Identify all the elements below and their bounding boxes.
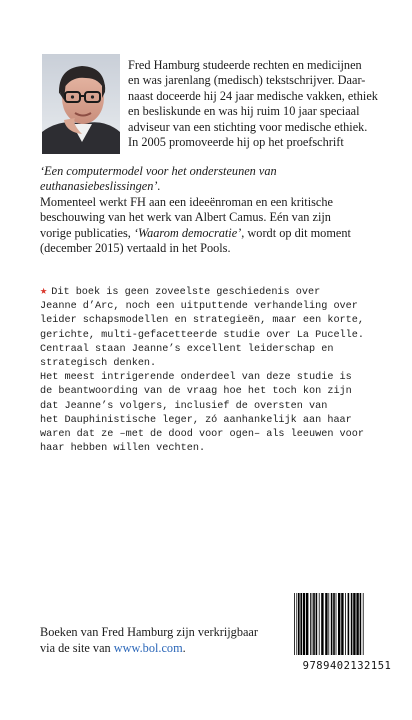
author-bio-continued [40,164,400,256]
bio-text: vorige publicaties, [40,225,134,240]
author-bio [128,58,393,150]
bio-line: Fred Hamburg studeerde rechten en medicijnen [128,58,362,72]
barcode-bars [288,591,406,659]
barcode-bar [325,593,327,655]
barcode-bar [319,593,320,655]
blurb-line: gerichte, multi-gefacetteerde studie over La Pucelle. [40,329,365,341]
bio-line: beschouwing van het werk van Albert Camus. Eén van zijn [40,210,331,225]
barcode-bar [321,593,323,655]
barcode-bar [313,593,315,655]
bio-line: Momenteel werkt FH aan een ideeënroman en een kritische [40,194,333,209]
star-icon: ★ [40,284,48,298]
barcode-bar [348,593,350,655]
blurb-line: Het meest intrigerende onderdeel van deze studie is [40,372,352,384]
barcode-bar [363,593,364,655]
bio-line: adviseur van een stichting voor medische ethiek. [128,119,368,134]
blurb-line: Jeanne d’Arc, noch een uitputtende verhandeling over [40,301,358,313]
barcode-bar [336,593,337,655]
barcode-bar [294,593,295,655]
blurb-line: het Dauphinistische leger, zó aanhankelijk aan haar [40,414,352,426]
bio-text: , wordt op dit moment [241,225,351,240]
barcode-bar [296,593,297,655]
footer-line: Boeken van Fred Hamburg zijn verkrijgbaar [40,625,258,639]
availability-note [40,625,280,656]
blurb-text: Dit boek is geen zoveelste geschiedenis over [51,287,321,298]
bio-line: en was jarenlang (medisch) tekstschrijver. Daar- [128,73,366,88]
blurb-line [40,284,400,300]
footer-line [40,641,280,657]
book-blurb [40,284,400,456]
barcode-bar [351,593,353,655]
barcode-bar [331,593,333,655]
barcode-bar [341,593,343,655]
bio-line: naast doceerde hij 24 jaar medische vakken, ethiek [128,88,378,103]
barcode-bar [303,593,305,655]
blurb-line: waren dat ze –met de dood voor ogen– als leeuwen voor [40,429,365,441]
barcode-bar [312,593,313,655]
blurb-line: haar hebben willen vechten. [40,443,206,455]
blurb-line: leider schapsmodellen en strategieën, maar een korte, [40,315,365,327]
barcode-bar [360,593,362,655]
barcode-bar [328,593,329,655]
barcode-bar [310,593,311,655]
blurb-line: de beantwoording van de vraag hoe het toch kon zijn [40,386,352,398]
bio-line [40,226,400,241]
footer-text: . [182,640,186,655]
isbn-number: 9789402132151 [302,660,392,672]
thesis-title: ‘Een computermodel voor het ondersteunen van euthanasiebeslissingen’. [40,164,277,194]
barcode-bar [300,593,302,655]
publication-title: ‘Waarom democratie’ [133,225,242,240]
bio-line: In 2005 promoveerde hij op het proefschrift [128,135,344,150]
barcode-bar [356,593,358,655]
barcode-bar [353,593,355,655]
barcode-bar [345,593,346,655]
barcode-bar [338,593,340,655]
bol-link[interactable]: www.bol.com [113,640,183,655]
blurb-line: strategisch denken. [40,358,157,370]
blurb-line: Centraal staan Jeanne’s excellent leiderschap en [40,343,334,355]
barcode-bar [298,593,300,655]
barcode-bar [316,593,318,655]
barcode-bar [306,593,308,655]
barcode-bar [333,593,335,655]
bio-line: en besliskunde en was hij ruim 10 jaar speciaal [128,104,360,119]
footer-text: via de site van [40,640,114,655]
author-portrait-image [42,54,120,154]
author-photo [42,54,120,154]
bio-line: (december 2015) vertaald in het Pools. [40,241,231,256]
blurb-line: dat Jeanne’s volgers, inclusief de oversten van [40,400,328,412]
